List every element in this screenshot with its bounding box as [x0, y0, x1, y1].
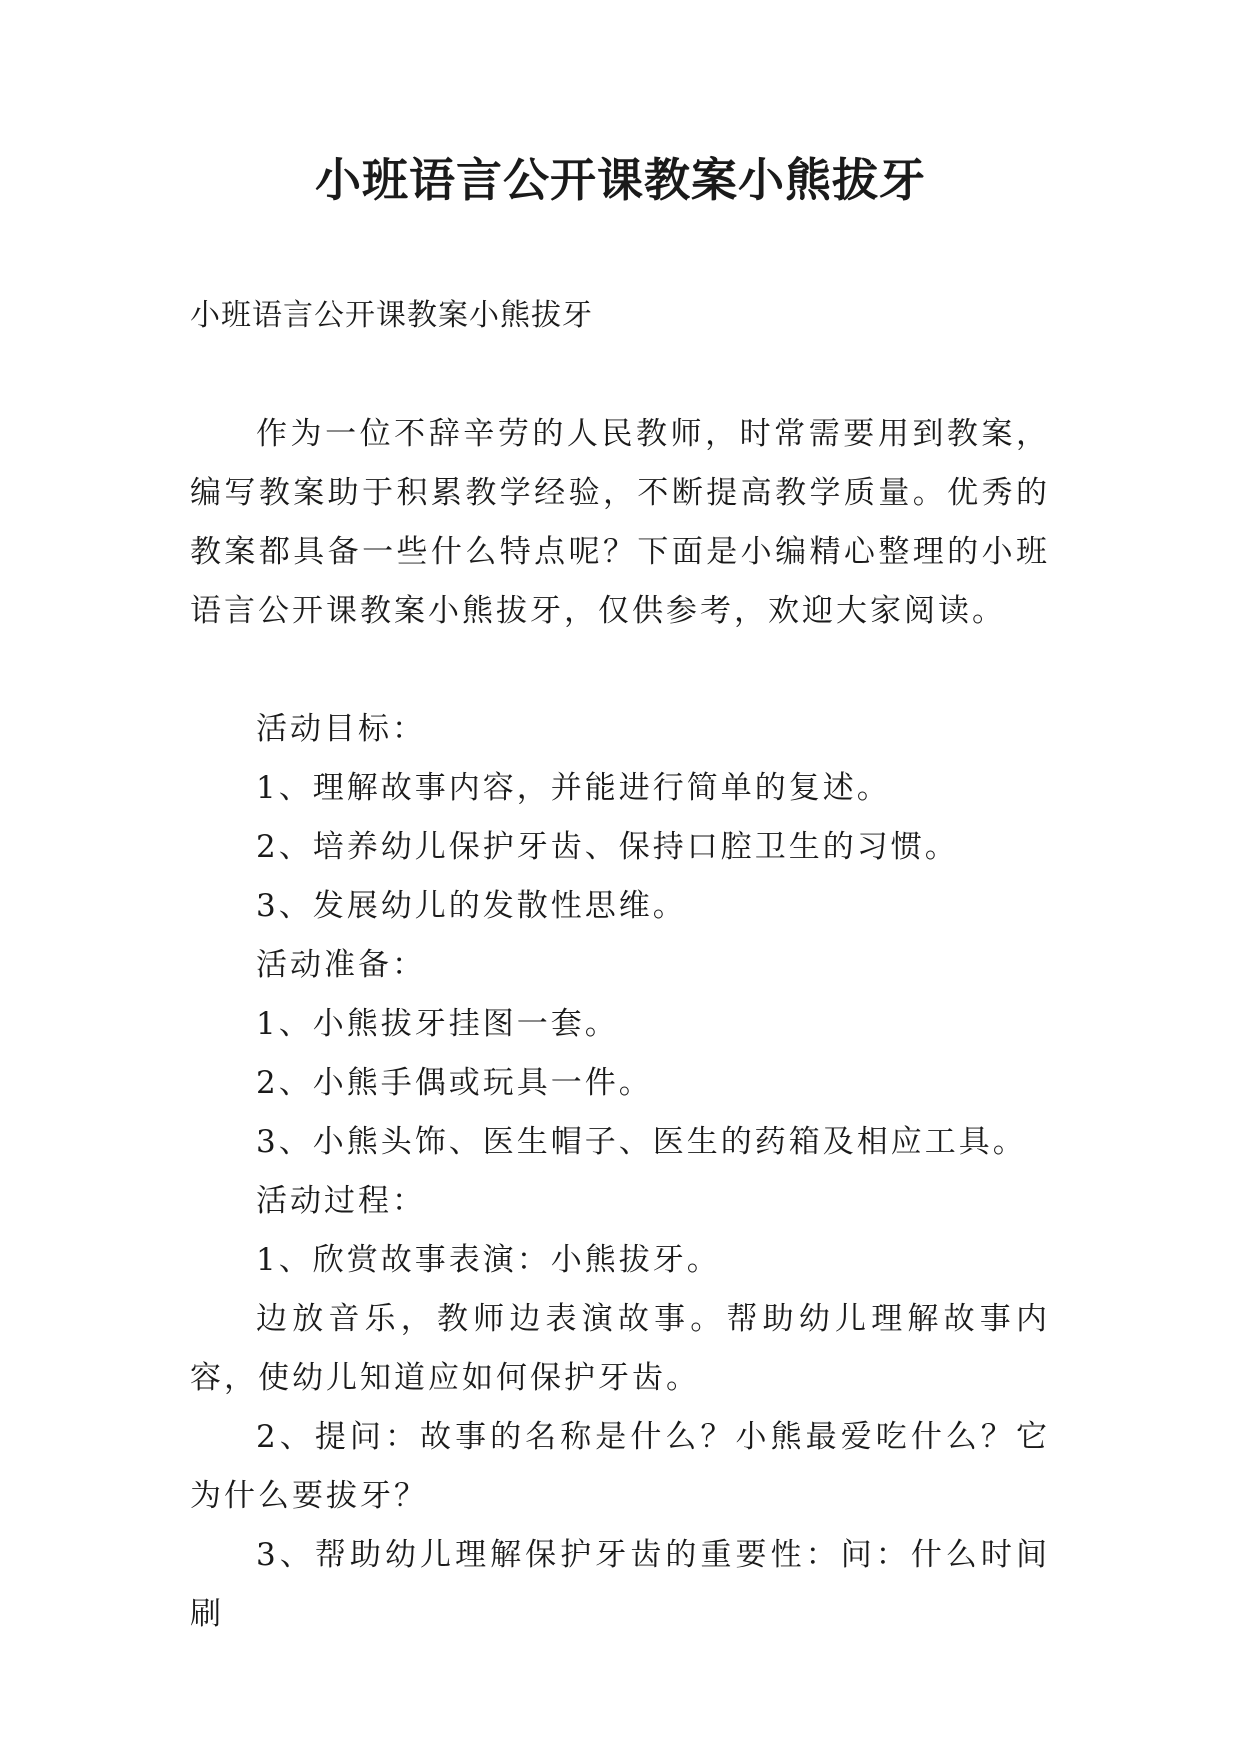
prep-item-1: 1、小熊拔牙挂图一套。	[256, 1006, 619, 1042]
document-subtitle: 小班语言公开课教案小熊拔牙	[190, 298, 593, 333]
process-step-1-detail: 边放音乐，教师边表演故事。帮助幼儿理解故事内容，使幼儿知道应如何保护牙齿。	[190, 1301, 1050, 1396]
goal-item-3: 3、发展幼儿的发散性思维。	[256, 888, 687, 924]
document-body	[190, 405, 1050, 1644]
goal-item-2: 2、培养幼儿保护牙齿、保持口腔卫生的习惯。	[256, 829, 959, 865]
document-title: 小班语言公开课教案小熊拔牙	[315, 153, 926, 207]
process-step-3: 3、帮助幼儿理解保护牙齿的重要性：问：什么时间刷	[190, 1537, 1050, 1632]
prep-heading: 活动准备：	[256, 947, 426, 983]
prep-item-2: 2、小熊手偶或玩具一件。	[256, 1065, 653, 1101]
prep-item-3: 3、小熊头饰、医生帽子、医生的药箱及相应工具。	[256, 1124, 1027, 1160]
goal-item-1: 1、理解故事内容，并能进行简单的复述。	[256, 770, 891, 806]
process-heading: 活动过程：	[256, 1183, 426, 1219]
goals-heading: 活动目标：	[256, 711, 426, 747]
process-step-2: 2、提问：故事的名称是什么？小熊最爱吃什么？它为什么要拔牙？	[190, 1419, 1050, 1514]
process-step-1: 1、欣赏故事表演：小熊拔牙。	[256, 1242, 721, 1278]
paragraph-gap	[190, 641, 1050, 700]
intro-paragraph: 作为一位不辞辛劳的人民教师，时常需要用到教案，编写教案助于积累教学经验，不断提高教学质量。优秀的教案都具备一些什么特点呢？下面是小编精心整理的小班语言公开课教案小熊拔牙，仅供参考，欢迎大家阅读。	[190, 416, 1050, 629]
